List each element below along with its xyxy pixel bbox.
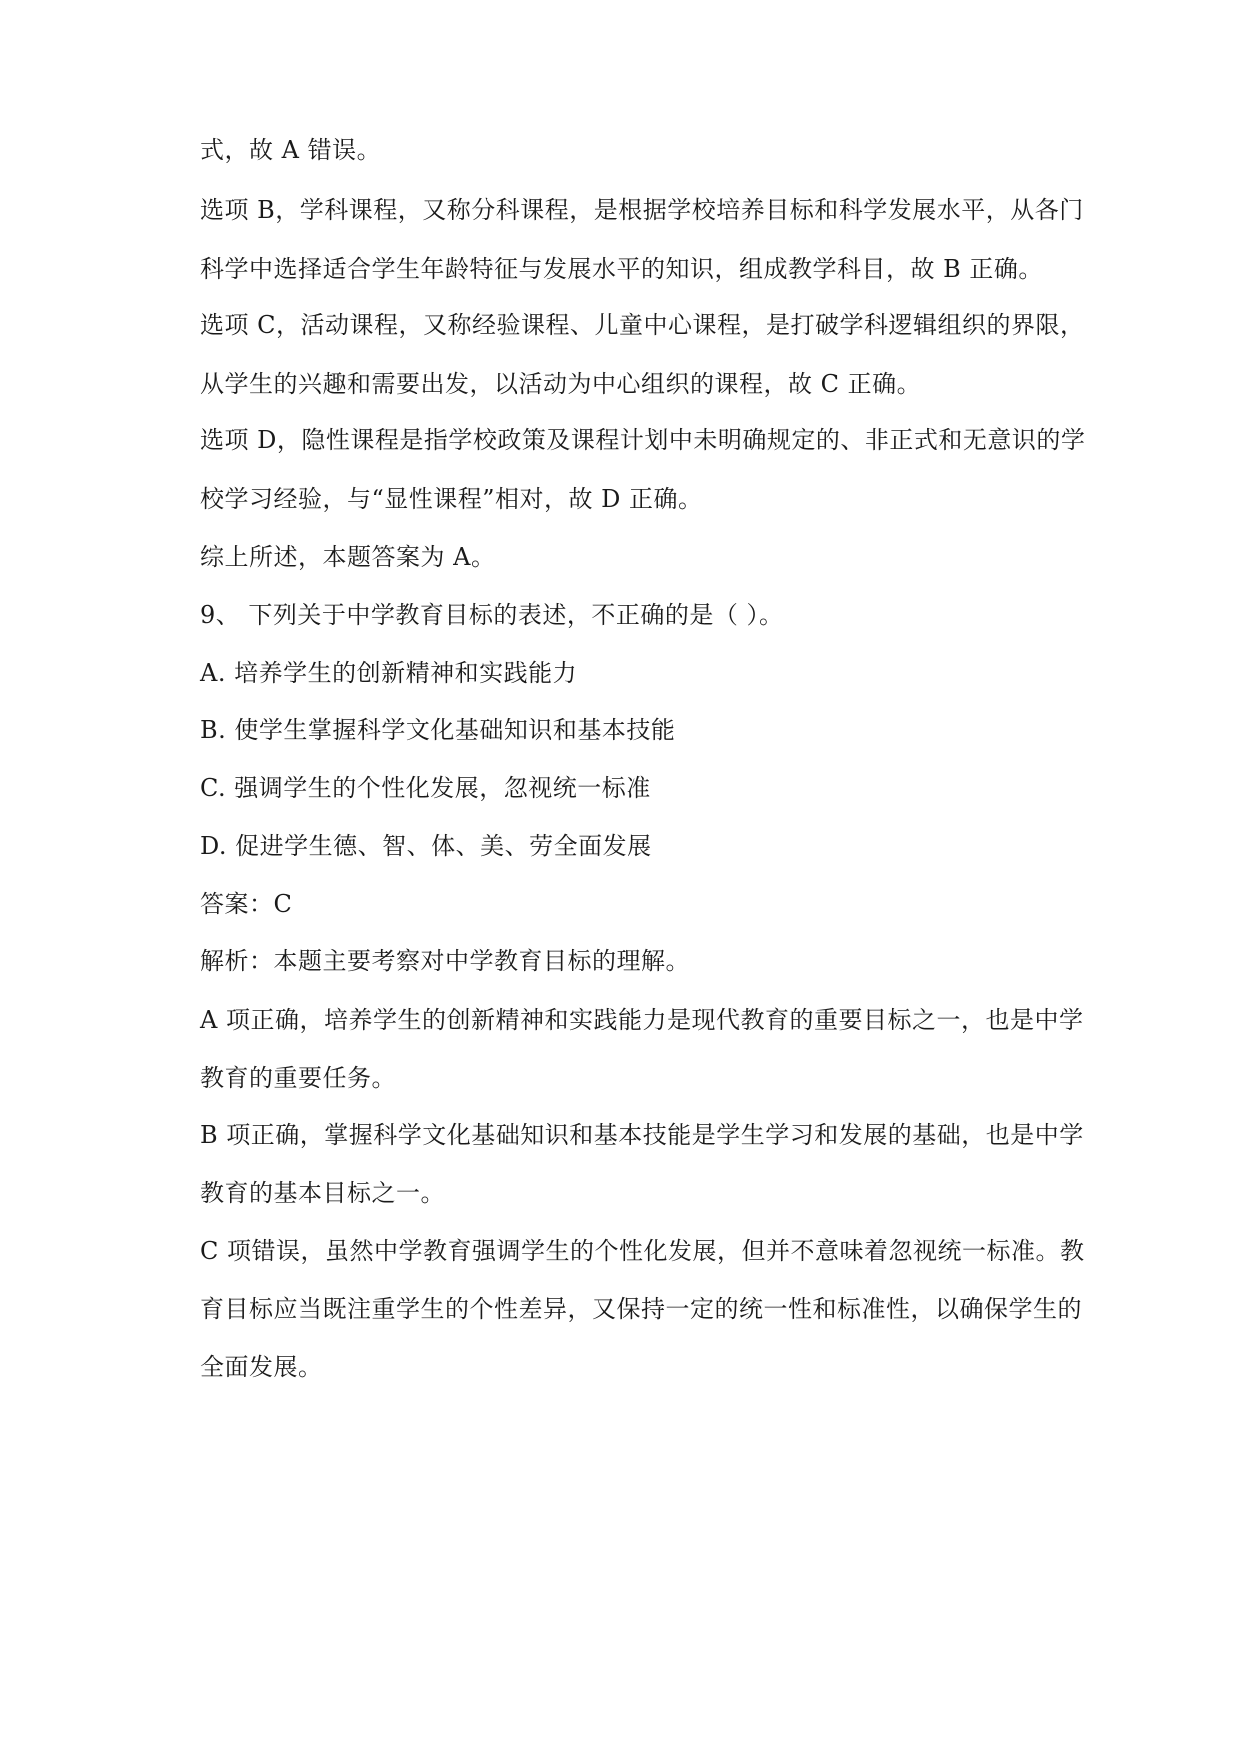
option-d: D. 促进学生德、智、体、美、劳全面发展: [200, 832, 652, 860]
text-line: B 项正确，掌握科学文化基础知识和基本技能是学生学习和发展的基础，也是中学: [200, 1121, 1084, 1149]
text-line: 育目标应当既注重学生的个性差异，又保持一定的统一性和标准性，以确保学生的: [200, 1295, 1082, 1323]
text-line: 综上所述，本题答案为 A。: [200, 543, 496, 571]
option-b: B. 使学生掌握科学文化基础知识和基本技能: [200, 716, 676, 744]
answer: 答案：C: [200, 890, 293, 918]
text-line: 校学习经验，与“显性课程”相对，故 D 正确。: [200, 485, 703, 513]
text-line: 科学中选择适合学生年龄特征与发展水平的知识，组成教学科目，故 B 正确。: [200, 255, 1043, 283]
option-c: C. 强调学生的个性化发展，忽视统一标准: [200, 774, 651, 802]
text-line: 选项 B，学科课程，又称分科课程，是根据学校培养目标和科学发展水平，从各门: [200, 196, 1084, 224]
text-line: C 项错误，虽然中学教育强调学生的个性化发展，但并不意味着忽视统一标准。教: [200, 1237, 1085, 1265]
text-line: 式，故 A 错误。: [200, 136, 382, 164]
question-stem: 9、 下列关于中学教育目标的表述，不正确的是（ ）。: [200, 601, 784, 629]
analysis-intro: 解析：本题主要考察对中学教育目标的理解。: [200, 947, 690, 975]
text-line: 教育的重要任务。: [200, 1064, 396, 1092]
text-line: A 项正确，培养学生的创新精神和实践能力是现代教育的重要目标之一，也是中学: [200, 1006, 1084, 1034]
text-line: 选项 C，活动课程，又称经验课程、儿童中心课程，是打破学科逻辑组织的界限，: [200, 311, 1085, 339]
text-line: 全面发展。: [200, 1353, 323, 1381]
text-line: 选项 D，隐性课程是指学校政策及课程计划中未明确规定的、非正式和无意识的学: [200, 426, 1086, 454]
text-line: 教育的基本目标之一。: [200, 1179, 445, 1207]
text-line: 从学生的兴趣和需要出发，以活动为中心组织的课程，故 C 正确。: [200, 370, 922, 398]
option-a: A. 培养学生的创新精神和实践能力: [200, 659, 578, 687]
